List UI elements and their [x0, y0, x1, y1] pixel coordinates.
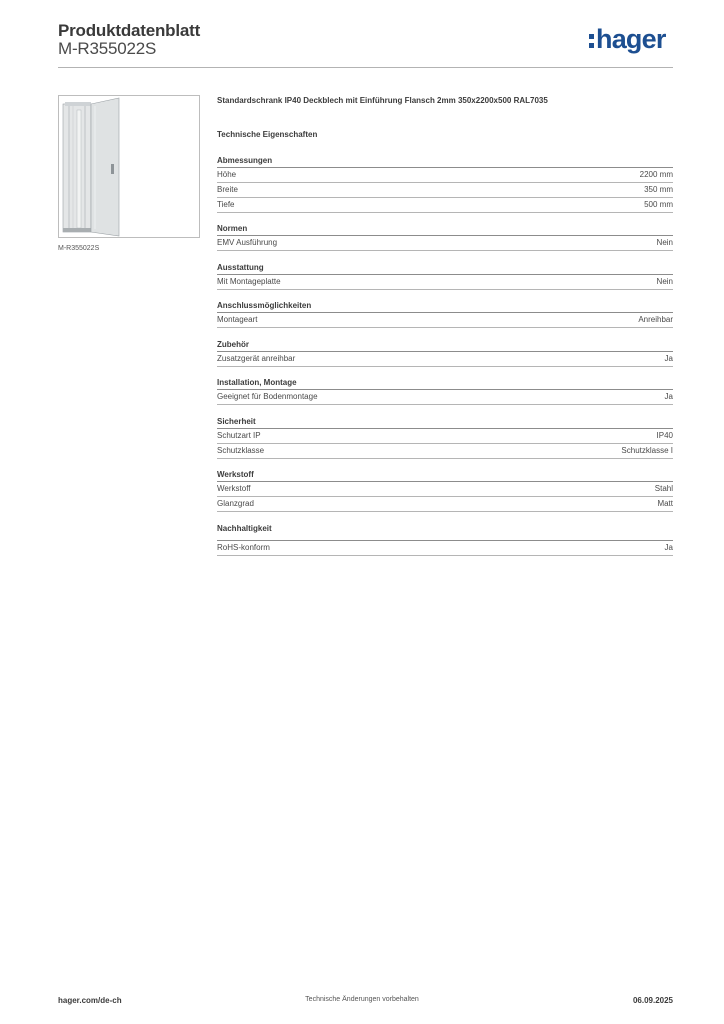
property-label: Montageart	[217, 315, 258, 324]
section-title: Anschlussmöglichkeiten	[217, 300, 673, 313]
section-abmessungen	[217, 155, 673, 213]
image-caption: M-R355022S	[58, 245, 100, 252]
section-nachhaltigkeit	[217, 523, 673, 556]
property-row	[217, 482, 673, 497]
property-label: Schutzklasse	[217, 446, 265, 455]
document-title: Produktdatenblatt	[58, 21, 201, 40]
property-row	[217, 198, 673, 213]
section-title: Werkstoff	[217, 469, 673, 482]
section-title: Installation, Montage	[217, 377, 673, 390]
section-title: Nachhaltigkeit	[217, 523, 673, 541]
footer-website-link[interactable]: hager.com/de-ch	[58, 996, 122, 1005]
property-value: Nein	[656, 277, 673, 286]
property-row	[217, 168, 673, 183]
logo-dots-icon	[589, 34, 594, 48]
property-row	[217, 236, 673, 251]
section-anschlussmoeglichkeiten	[217, 300, 673, 328]
section-title: Ausstattung	[217, 262, 673, 275]
property-value: Schutzklasse I	[621, 446, 673, 455]
property-row	[217, 390, 673, 405]
property-row	[217, 541, 673, 556]
product-image	[58, 95, 200, 238]
property-value: Stahl	[654, 484, 673, 493]
property-label: EMV Ausführung	[217, 238, 278, 247]
property-value: Ja	[664, 543, 673, 552]
section-title: Zubehör	[217, 339, 673, 352]
property-value: IP40	[656, 431, 673, 440]
property-label: Zusatzgerät anreihbar	[217, 354, 296, 363]
product-code: M-R355022S	[58, 39, 157, 58]
tech-properties-heading: Technische Eigenschaften	[217, 130, 318, 139]
property-label: Breite	[217, 185, 238, 194]
property-row	[217, 352, 673, 367]
property-label: Schutzart IP	[217, 431, 261, 440]
property-label: Werkstoff	[217, 484, 251, 493]
section-normen	[217, 223, 673, 251]
property-row	[217, 183, 673, 198]
property-value: Nein	[656, 238, 673, 247]
section-title: Normen	[217, 223, 673, 236]
header-divider	[58, 67, 673, 68]
section-title: Abmessungen	[217, 155, 673, 168]
section-installation-montage	[217, 377, 673, 405]
section-zubehoer	[217, 339, 673, 367]
property-value: 2200 mm	[639, 170, 673, 179]
property-row	[217, 444, 673, 459]
property-label: Glanzgrad	[217, 499, 254, 508]
property-label: Geeignet für Bodenmontage	[217, 392, 318, 401]
property-label: Tiefe	[217, 200, 235, 209]
footer-date: 06.09.2025	[632, 996, 673, 1005]
property-row	[217, 275, 673, 290]
property-label: Höhe	[217, 170, 237, 179]
footer-notice: Technische Änderungen vorbehalten	[305, 996, 419, 1003]
section-werkstoff	[217, 469, 673, 512]
property-row	[217, 313, 673, 328]
property-value: Ja	[664, 392, 673, 401]
hager-logo	[589, 24, 666, 59]
property-row	[217, 429, 673, 444]
product-description: Standardschrank IP40 Deckblech mit Einführung Flansch 2mm 350x2200x500 RAL7035	[217, 96, 548, 105]
section-title: Sicherheit	[217, 416, 673, 429]
property-label: RoHS-konform	[217, 543, 270, 552]
property-value: 350 mm	[644, 185, 673, 194]
property-value: Matt	[657, 499, 673, 508]
section-ausstattung	[217, 262, 673, 290]
property-label: Mit Montageplatte	[217, 277, 281, 286]
cabinet-illustration-icon	[59, 96, 199, 237]
property-value: 500 mm	[644, 200, 673, 209]
section-sicherheit	[217, 416, 673, 459]
property-value: Ja	[664, 354, 673, 363]
property-value: Anreihbar	[638, 315, 673, 324]
logo-text: hager	[596, 24, 666, 54]
property-row	[217, 497, 673, 512]
